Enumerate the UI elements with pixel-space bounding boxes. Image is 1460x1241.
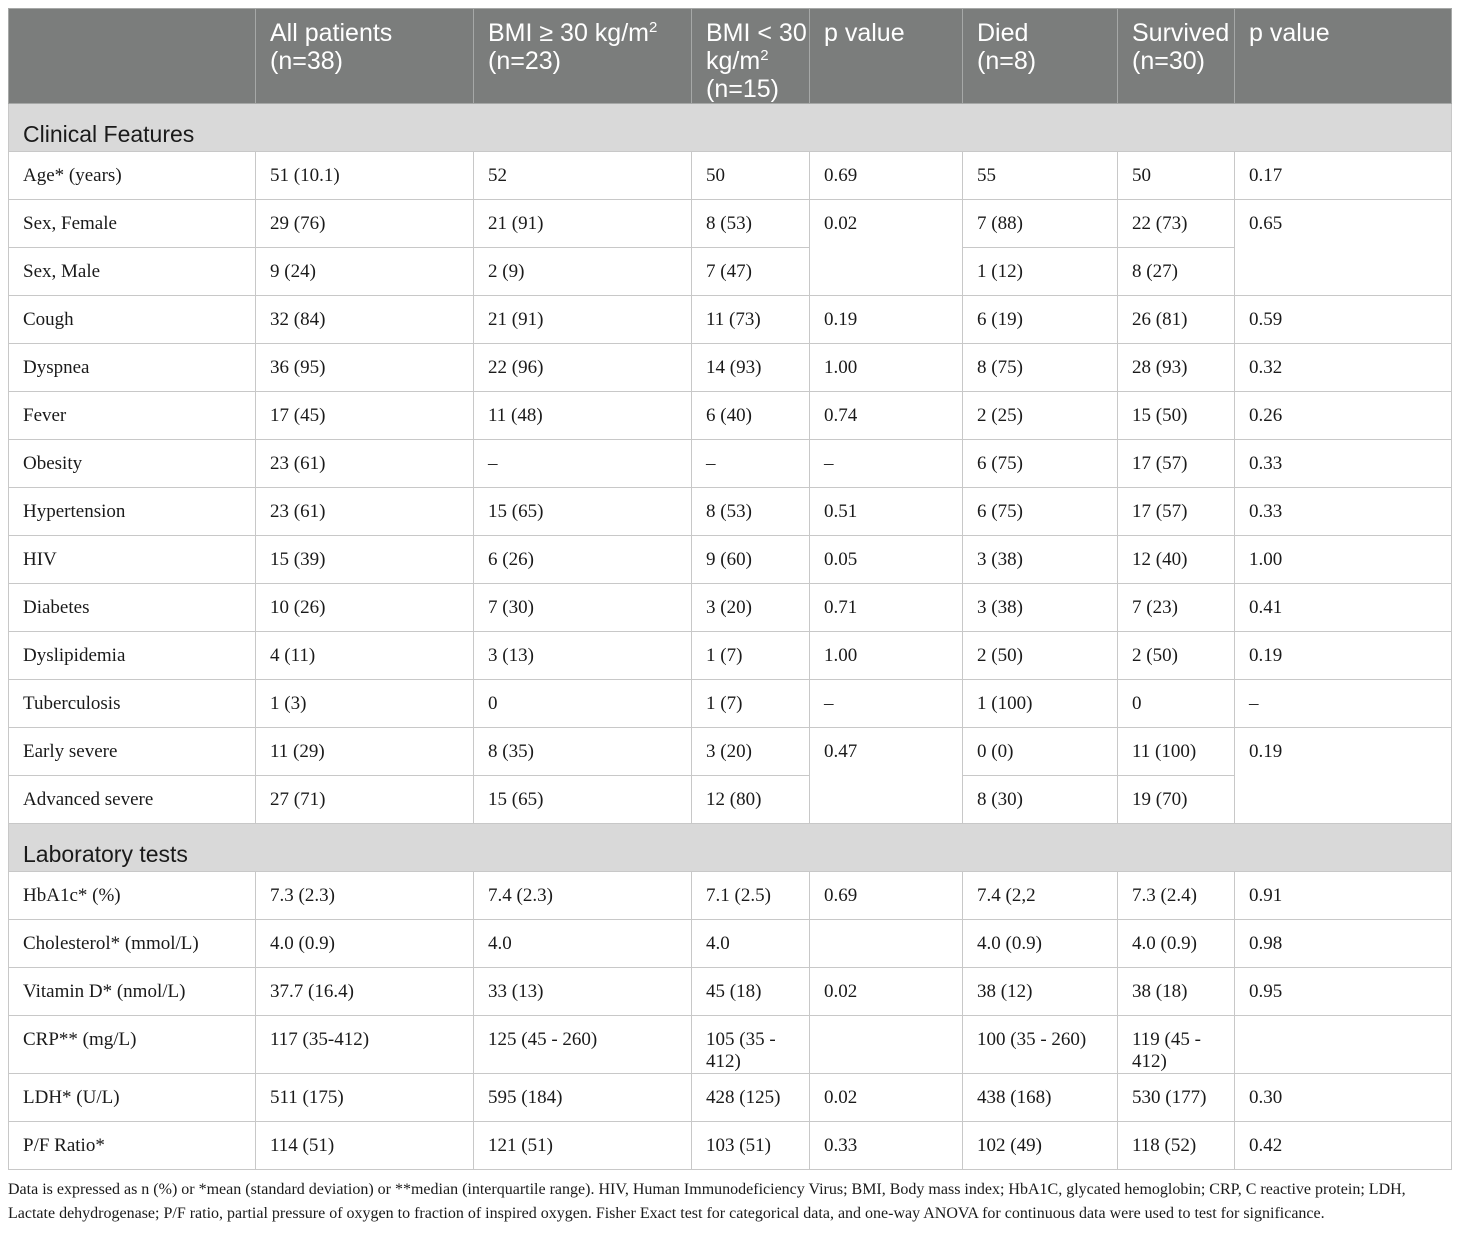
cell-survived: 118 (52) bbox=[1118, 1122, 1235, 1170]
cell-p-outcome: 0.26 bbox=[1235, 392, 1452, 440]
cell-bmi-low: 3 (20) bbox=[692, 584, 810, 632]
cell-died: 102 (49) bbox=[963, 1122, 1118, 1170]
cell-survived: 7 (23) bbox=[1118, 584, 1235, 632]
table-row bbox=[9, 1122, 1452, 1170]
cell-p-outcome: 0.59 bbox=[1235, 296, 1452, 344]
cell-bmi-high: 125 (45 - 260) bbox=[474, 1016, 692, 1074]
cell-all: 4 (11) bbox=[256, 632, 474, 680]
cell-died: 1 (12) bbox=[963, 248, 1118, 296]
cell-bmi-high: 15 (65) bbox=[474, 488, 692, 536]
cell-p-bmi: – bbox=[810, 680, 963, 728]
cell-p-bmi: 0.02 bbox=[810, 1074, 963, 1122]
cell-p-outcome: 0.42 bbox=[1235, 1122, 1452, 1170]
cell-all: 23 (61) bbox=[256, 488, 474, 536]
cell-bmi-high: 8 (35) bbox=[474, 728, 692, 776]
cell-p-bmi: 0.51 bbox=[810, 488, 963, 536]
cell-died: 38 (12) bbox=[963, 968, 1118, 1016]
cell-died: 8 (30) bbox=[963, 776, 1118, 824]
cell-bmi-high: 0 bbox=[474, 680, 692, 728]
table-row bbox=[9, 536, 1452, 584]
cell-all: 27 (71) bbox=[256, 776, 474, 824]
table-row bbox=[9, 200, 1452, 248]
section-row-clinical bbox=[9, 104, 1452, 152]
cell-all: 11 (29) bbox=[256, 728, 474, 776]
cell-survived: 12 (40) bbox=[1118, 536, 1235, 584]
table-row bbox=[9, 344, 1452, 392]
section-row-lab bbox=[9, 824, 1452, 872]
row-label: Diabetes bbox=[9, 584, 256, 632]
row-label: LDH* (U/L) bbox=[9, 1074, 256, 1122]
table-row bbox=[9, 584, 1452, 632]
cell-all: 51 (10.1) bbox=[256, 152, 474, 200]
table-row bbox=[9, 632, 1452, 680]
table-row bbox=[9, 296, 1452, 344]
cell-bmi-low: 428 (125) bbox=[692, 1074, 810, 1122]
cell-all: 37.7 (16.4) bbox=[256, 968, 474, 1016]
cell-p-outcome: 1.00 bbox=[1235, 536, 1452, 584]
table-row bbox=[9, 680, 1452, 728]
cell-bmi-high: 595 (184) bbox=[474, 1074, 692, 1122]
cell-survived: 17 (57) bbox=[1118, 440, 1235, 488]
cell-survived: 22 (73) bbox=[1118, 200, 1235, 248]
cell-all: 17 (45) bbox=[256, 392, 474, 440]
cell-survived: 119 (45 - 412) bbox=[1118, 1016, 1235, 1074]
cell-bmi-high: 6 (26) bbox=[474, 536, 692, 584]
header-blank bbox=[9, 9, 256, 104]
cell-died: 2 (50) bbox=[963, 632, 1118, 680]
cell-bmi-low: 103 (51) bbox=[692, 1122, 810, 1170]
patient-characteristics-table bbox=[8, 8, 1452, 1170]
cell-survived: 19 (70) bbox=[1118, 776, 1235, 824]
cell-survived: 15 (50) bbox=[1118, 392, 1235, 440]
cell-survived: 17 (57) bbox=[1118, 488, 1235, 536]
section-title-lab: Laboratory tests bbox=[9, 824, 1452, 872]
cell-p-outcome: 0.41 bbox=[1235, 584, 1452, 632]
cell-bmi-low: 11 (73) bbox=[692, 296, 810, 344]
section-title-clinical: Clinical Features bbox=[9, 104, 1452, 152]
cell-p-bmi: 0.05 bbox=[810, 536, 963, 584]
cell-bmi-high: 4.0 bbox=[474, 920, 692, 968]
header-bmi-high bbox=[474, 9, 692, 104]
cell-p-outcome: – bbox=[1235, 680, 1452, 728]
row-label: Age* (years) bbox=[9, 152, 256, 200]
cell-p-outcome: 0.19 bbox=[1235, 728, 1452, 824]
cell-bmi-high: 11 (48) bbox=[474, 392, 692, 440]
table-row bbox=[9, 152, 1452, 200]
header-all-patients-label: All patients bbox=[270, 19, 393, 47]
header-survived-n: (n=30) bbox=[1132, 47, 1205, 75]
cell-bmi-low: 3 (20) bbox=[692, 728, 810, 776]
cell-died: 4.0 (0.9) bbox=[963, 920, 1118, 968]
cell-p-outcome: 0.33 bbox=[1235, 440, 1452, 488]
cell-p-bmi: 0.47 bbox=[810, 728, 963, 824]
cell-p-bmi: 0.74 bbox=[810, 392, 963, 440]
header-bmi-low-label: BMI < 30 kg/m bbox=[706, 19, 807, 75]
results-table-container bbox=[8, 8, 1452, 1226]
header-survived-label: Survived bbox=[1132, 19, 1230, 47]
cell-bmi-low: 7 (47) bbox=[692, 248, 810, 296]
cell-p-bmi bbox=[810, 920, 963, 968]
table-header bbox=[9, 9, 1452, 104]
header-p-value-outcome: p value bbox=[1235, 9, 1452, 104]
cell-bmi-low: 14 (93) bbox=[692, 344, 810, 392]
cell-died: 438 (168) bbox=[963, 1074, 1118, 1122]
table-body bbox=[9, 104, 1452, 1170]
row-label: P/F Ratio* bbox=[9, 1122, 256, 1170]
cell-died: 7 (88) bbox=[963, 200, 1118, 248]
cell-bmi-low: 8 (53) bbox=[692, 488, 810, 536]
cell-died: 1 (100) bbox=[963, 680, 1118, 728]
row-label: Vitamin D* (nmol/L) bbox=[9, 968, 256, 1016]
cell-survived: 50 bbox=[1118, 152, 1235, 200]
cell-bmi-high: 7 (30) bbox=[474, 584, 692, 632]
cell-all: 29 (76) bbox=[256, 200, 474, 248]
cell-bmi-high: 3 (13) bbox=[474, 632, 692, 680]
cell-p-bmi: 0.71 bbox=[810, 584, 963, 632]
cell-p-outcome: 0.17 bbox=[1235, 152, 1452, 200]
table-row bbox=[9, 728, 1452, 776]
cell-p-bmi: 0.33 bbox=[810, 1122, 963, 1170]
cell-bmi-low: 50 bbox=[692, 152, 810, 200]
row-label: Sex, Male bbox=[9, 248, 256, 296]
cell-all: 117 (35-412) bbox=[256, 1016, 474, 1074]
cell-bmi-high: 7.4 (2.3) bbox=[474, 872, 692, 920]
cell-p-outcome: 0.98 bbox=[1235, 920, 1452, 968]
cell-died: 6 (75) bbox=[963, 440, 1118, 488]
cell-all: 10 (26) bbox=[256, 584, 474, 632]
cell-all: 4.0 (0.9) bbox=[256, 920, 474, 968]
cell-all: 15 (39) bbox=[256, 536, 474, 584]
cell-all: 114 (51) bbox=[256, 1122, 474, 1170]
cell-died: 2 (25) bbox=[963, 392, 1118, 440]
cell-survived: 26 (81) bbox=[1118, 296, 1235, 344]
cell-p-outcome: 0.19 bbox=[1235, 632, 1452, 680]
header-died-n: (n=8) bbox=[977, 47, 1037, 75]
header-bmi-high-n: (n=23) bbox=[488, 47, 561, 75]
header-survived bbox=[1118, 9, 1235, 104]
row-label: CRP** (mg/L) bbox=[9, 1016, 256, 1074]
cell-bmi-low: 1 (7) bbox=[692, 632, 810, 680]
cell-bmi-high: – bbox=[474, 440, 692, 488]
cell-p-outcome: 0.33 bbox=[1235, 488, 1452, 536]
row-label: Dyslipidemia bbox=[9, 632, 256, 680]
cell-bmi-low: 45 (18) bbox=[692, 968, 810, 1016]
cell-all: 9 (24) bbox=[256, 248, 474, 296]
header-all-patients bbox=[256, 9, 474, 104]
cell-bmi-low: 12 (80) bbox=[692, 776, 810, 824]
cell-bmi-high: 52 bbox=[474, 152, 692, 200]
table-row bbox=[9, 872, 1452, 920]
row-label: Obesity bbox=[9, 440, 256, 488]
table-row bbox=[9, 920, 1452, 968]
cell-survived: 2 (50) bbox=[1118, 632, 1235, 680]
cell-survived: 0 bbox=[1118, 680, 1235, 728]
cell-all: 7.3 (2.3) bbox=[256, 872, 474, 920]
cell-p-outcome: 0.65 bbox=[1235, 200, 1452, 296]
cell-died: 7.4 (2,2 bbox=[963, 872, 1118, 920]
cell-died: 0 (0) bbox=[963, 728, 1118, 776]
cell-died: 6 (19) bbox=[963, 296, 1118, 344]
row-label: Dyspnea bbox=[9, 344, 256, 392]
cell-p-bmi bbox=[810, 1016, 963, 1074]
cell-all: 511 (175) bbox=[256, 1074, 474, 1122]
cell-bmi-high: 21 (91) bbox=[474, 296, 692, 344]
cell-bmi-high: 2 (9) bbox=[474, 248, 692, 296]
cell-p-bmi: 1.00 bbox=[810, 632, 963, 680]
cell-p-bmi: 0.69 bbox=[810, 872, 963, 920]
cell-died: 8 (75) bbox=[963, 344, 1118, 392]
row-label: HIV bbox=[9, 536, 256, 584]
header-bmi-low-exponent: 2 bbox=[760, 47, 769, 64]
cell-died: 3 (38) bbox=[963, 536, 1118, 584]
cell-survived: 7.3 (2.4) bbox=[1118, 872, 1235, 920]
table-footnote: Data is expressed as n (%) or *mean (standard deviation) or **median (interquartile range). HIV, Human Immunodeficiency Virus; BMI, Body mass index; HbA1C, glycated hemoglobin; CRP, C reactive protein; LDH, Lactate dehydrogenase; P/F ratio, partial pressure of oxygen to fraction of inspired oxygen. Fisher Exact test for categorical data, and one-way ANOVA for continuous data were used to test for significance. bbox=[8, 1181, 1406, 1222]
cell-died: 6 (75) bbox=[963, 488, 1118, 536]
header-row bbox=[9, 9, 1452, 104]
cell-bmi-high: 33 (13) bbox=[474, 968, 692, 1016]
cell-p-outcome bbox=[1235, 1016, 1452, 1074]
row-label: Tuberculosis bbox=[9, 680, 256, 728]
cell-survived: 28 (93) bbox=[1118, 344, 1235, 392]
cell-bmi-low: 1 (7) bbox=[692, 680, 810, 728]
header-bmi-low bbox=[692, 9, 810, 104]
cell-p-outcome: 0.95 bbox=[1235, 968, 1452, 1016]
table-row bbox=[9, 1074, 1452, 1122]
header-bmi-high-exponent: 2 bbox=[649, 19, 658, 36]
row-label: Early severe bbox=[9, 728, 256, 776]
cell-p-bmi: 0.19 bbox=[810, 296, 963, 344]
cell-p-bmi: 0.69 bbox=[810, 152, 963, 200]
row-label: Sex, Female bbox=[9, 200, 256, 248]
cell-bmi-high: 21 (91) bbox=[474, 200, 692, 248]
cell-all: 32 (84) bbox=[256, 296, 474, 344]
table-row bbox=[9, 968, 1452, 1016]
row-label: Fever bbox=[9, 392, 256, 440]
cell-survived: 11 (100) bbox=[1118, 728, 1235, 776]
table-row bbox=[9, 392, 1452, 440]
header-all-patients-n: (n=38) bbox=[270, 47, 343, 75]
cell-p-bmi: – bbox=[810, 440, 963, 488]
row-label: Advanced severe bbox=[9, 776, 256, 824]
cell-survived: 4.0 (0.9) bbox=[1118, 920, 1235, 968]
cell-survived: 8 (27) bbox=[1118, 248, 1235, 296]
table-row bbox=[9, 488, 1452, 536]
cell-bmi-low: 7.1 (2.5) bbox=[692, 872, 810, 920]
cell-p-bmi: 1.00 bbox=[810, 344, 963, 392]
table-row bbox=[9, 1016, 1452, 1074]
cell-survived: 38 (18) bbox=[1118, 968, 1235, 1016]
cell-all: 1 (3) bbox=[256, 680, 474, 728]
cell-bmi-low: – bbox=[692, 440, 810, 488]
cell-all: 36 (95) bbox=[256, 344, 474, 392]
cell-bmi-high: 22 (96) bbox=[474, 344, 692, 392]
row-label: Hypertension bbox=[9, 488, 256, 536]
cell-all: 23 (61) bbox=[256, 440, 474, 488]
header-died-label: Died bbox=[977, 19, 1029, 47]
cell-bmi-low: 105 (35 - 412) bbox=[692, 1016, 810, 1074]
cell-died: 100 (35 - 260) bbox=[963, 1016, 1118, 1074]
cell-survived: 530 (177) bbox=[1118, 1074, 1235, 1122]
header-bmi-low-n: (n=15) bbox=[706, 75, 779, 103]
cell-p-outcome: 0.91 bbox=[1235, 872, 1452, 920]
cell-p-outcome: 0.30 bbox=[1235, 1074, 1452, 1122]
header-bmi-high-label: BMI ≥ 30 kg/m bbox=[488, 19, 649, 47]
row-label: Cholesterol* (mmol/L) bbox=[9, 920, 256, 968]
cell-bmi-low: 8 (53) bbox=[692, 200, 810, 248]
row-label: HbA1c* (%) bbox=[9, 872, 256, 920]
cell-died: 55 bbox=[963, 152, 1118, 200]
cell-p-outcome: 0.32 bbox=[1235, 344, 1452, 392]
header-died bbox=[963, 9, 1118, 104]
cell-bmi-low: 9 (60) bbox=[692, 536, 810, 584]
cell-bmi-low: 4.0 bbox=[692, 920, 810, 968]
cell-bmi-low: 6 (40) bbox=[692, 392, 810, 440]
header-p-value-bmi: p value bbox=[810, 9, 963, 104]
cell-bmi-high: 121 (51) bbox=[474, 1122, 692, 1170]
row-label: Cough bbox=[9, 296, 256, 344]
cell-bmi-high: 15 (65) bbox=[474, 776, 692, 824]
cell-p-bmi: 0.02 bbox=[810, 968, 963, 1016]
cell-died: 3 (38) bbox=[963, 584, 1118, 632]
table-row bbox=[9, 440, 1452, 488]
cell-p-bmi: 0.02 bbox=[810, 200, 963, 296]
